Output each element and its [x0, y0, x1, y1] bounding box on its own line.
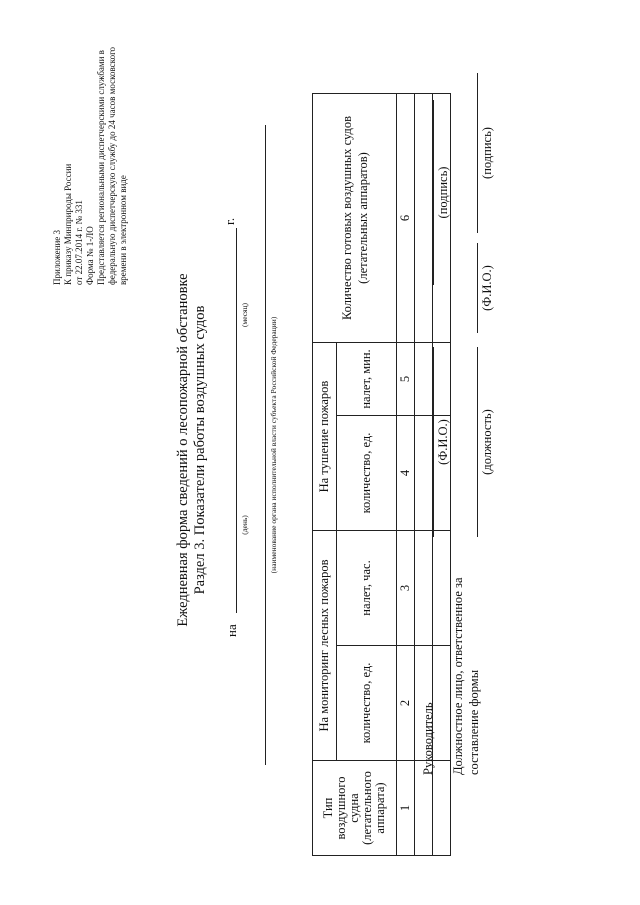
table-cell [415, 531, 433, 646]
form-title-line1: Ежедневная форма сведений о лесопожарной обстановке [175, 273, 191, 627]
head-fio-caption: (Ф.И.О.) [436, 419, 450, 465]
head-label: Руководитель [421, 702, 435, 775]
authority-blank-line [265, 125, 266, 765]
table-cell [433, 531, 451, 646]
authority-caption: (наименование органа исполнительной власти субъекта Российской Федерации) [269, 316, 278, 574]
head-signature-caption: (подпись) [436, 166, 450, 219]
table-header-row [313, 94, 337, 856]
column-number: 3 [397, 531, 415, 646]
table-cell [415, 94, 433, 343]
col-monitoring-header: На мониторинг лесных пожаров [313, 531, 337, 761]
form-title [175, 165, 209, 735]
head-signature-line [433, 100, 434, 285]
header-line: федеральную диспетчерскую службу до 24 часов московского [107, 46, 117, 285]
column-number: 1 [397, 761, 415, 856]
form-header-notes [52, 47, 129, 285]
subheader-monitoring-count: количество, ед. [337, 646, 397, 761]
responsible-fio-line [477, 243, 478, 333]
subheader-extinguishing-minutes: налет, мин. [337, 343, 397, 416]
responsible-signature-line [477, 73, 478, 233]
header-line: Представляется региональными диспетчерскими службами в [96, 50, 106, 285]
date-blank-line [236, 228, 237, 613]
subheader-monitoring-hours: налет, час. [337, 531, 397, 646]
header-line: К приказу Минприроды России [63, 163, 73, 285]
responsible-position-line [477, 347, 478, 537]
col-aircraft-type-header: Тип воздушного судна (летательного аппарата) [313, 761, 397, 856]
col-extinguishing-header: На тушение пожаров [313, 343, 337, 531]
col-ready-aircraft-header: Количество готовых воздушных судов (летательных аппаратов) [313, 94, 397, 343]
form-title-line2: Раздел 3. Показатели работы воздушных судов [192, 305, 208, 595]
responsible-signature-caption: (подпись) [480, 127, 494, 179]
header-line: от 22.07.2014 г. № 331 [74, 200, 84, 285]
column-number: 6 [397, 94, 415, 343]
day-caption: (день) [240, 515, 249, 535]
responsible-position-caption: (должность) [480, 409, 494, 475]
date-suffix: г. [222, 217, 237, 225]
head-fio-line [433, 347, 434, 537]
header-line: Приложение 3 [52, 229, 62, 285]
date-prefix: на [224, 624, 239, 637]
table-row [397, 94, 415, 856]
column-number: 2 [397, 646, 415, 761]
subheader-extinguishing-count: количество, ед. [337, 416, 397, 531]
header-line: времени в электронном виде [118, 175, 128, 285]
responsible-label: Должностное лицо, ответственное за составление формы [451, 577, 481, 775]
table-cell [415, 343, 433, 416]
month-caption: (месяц) [240, 302, 249, 328]
column-number: 5 [397, 343, 415, 416]
table-cell [415, 416, 433, 531]
header-line: Форма № 1-ЛО [85, 226, 95, 285]
responsible-fio-caption: (Ф.И.О.) [480, 265, 494, 311]
column-number: 4 [397, 416, 415, 531]
